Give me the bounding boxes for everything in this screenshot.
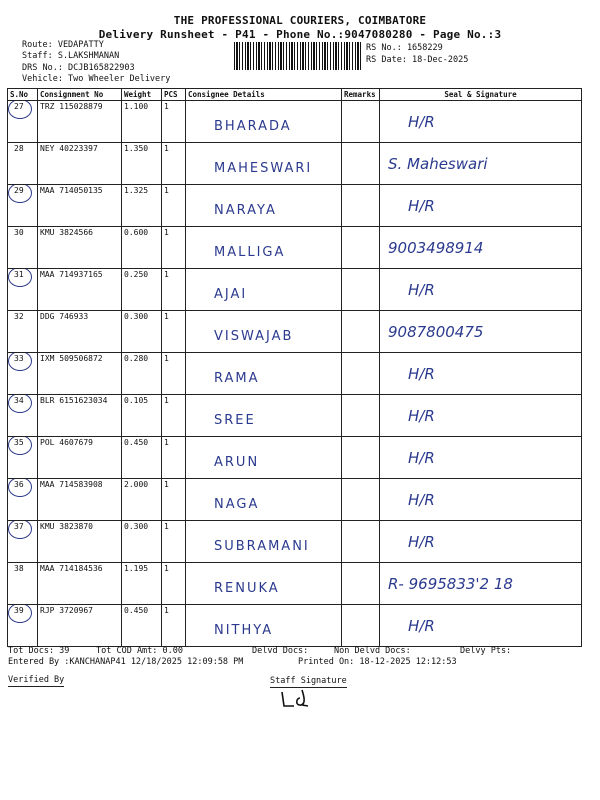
consignment-number: MAA 714937165: [38, 269, 122, 311]
non-delivered-docs: Non Delvd Docs:: [334, 646, 411, 656]
staff-text: Staff: S.LAKSHMANAN: [22, 51, 120, 61]
serial-number: 36: [14, 480, 24, 489]
consignment-number: BLR 6151623034: [38, 395, 122, 437]
pcs-value: 1: [162, 437, 186, 479]
sno-cell: [8, 563, 38, 605]
consignment-number: KMU 3823870: [38, 521, 122, 563]
drs-number: DRS No.: DCJB165822903: [22, 63, 135, 73]
serial-number: 38: [14, 564, 24, 573]
staff-signature-scribble: [278, 688, 328, 710]
consignment-number: TRZ 115028879: [38, 101, 122, 143]
vehicle-text: Vehicle: Two Wheeler Delivery: [22, 74, 171, 84]
consignee-name-handwritten: NARAYA: [214, 203, 277, 218]
serial-number: 35: [14, 438, 24, 447]
remarks-cell: [342, 311, 380, 353]
col-header-remarks: Remarks: [342, 89, 380, 101]
weight-value: 0.600: [122, 227, 162, 269]
col-header-signature: Seal & Signature: [380, 89, 582, 101]
delivery-points: Delvy Pts:: [460, 646, 512, 656]
weight-value: 0.280: [122, 353, 162, 395]
consignment-number: RJP 3720967: [38, 605, 122, 647]
printed-on: Printed On: 18-12-2025 12:12:53: [298, 657, 457, 667]
pcs-value: 1: [162, 101, 186, 143]
signature-cell: [380, 101, 582, 143]
consignee-details-cell: [186, 227, 342, 269]
serial-number: 33: [14, 354, 24, 363]
consignment-number: MAA 714050135: [38, 185, 122, 227]
signature-handwritten: H/R: [408, 407, 435, 425]
signature-handwritten: H/R: [408, 617, 435, 635]
weight-value: 1.325: [122, 185, 162, 227]
pcs-value: 1: [162, 227, 186, 269]
weight-value: 0.450: [122, 437, 162, 479]
signature-handwritten: 9003498914: [388, 239, 484, 257]
weight-value: 0.300: [122, 521, 162, 563]
pcs-value: 1: [162, 521, 186, 563]
consignee-name-handwritten: AJAI: [214, 287, 248, 302]
signature-handwritten: S. Maheswari: [388, 155, 488, 173]
table-row: [8, 101, 582, 143]
pcs-value: 1: [162, 269, 186, 311]
consignee-details-cell: [186, 269, 342, 311]
sno-cell: [8, 227, 38, 269]
table-row: [8, 479, 582, 521]
signature-handwritten: R- 9695833'2 18: [388, 575, 513, 593]
barcode-image: [234, 42, 362, 70]
remarks-cell: [342, 101, 380, 143]
pcs-value: 1: [162, 563, 186, 605]
rs-date: RS Date: 18-Dec-2025: [366, 55, 469, 65]
serial-number: 32: [14, 312, 24, 321]
signature-cell: [380, 185, 582, 227]
delivered-docs: Delvd Docs:: [252, 646, 309, 656]
table-row: [8, 521, 582, 563]
sno-cell: [8, 437, 38, 479]
signature-handwritten: H/R: [408, 113, 435, 131]
consignee-details-cell: [186, 143, 342, 185]
table-row: [8, 311, 582, 353]
consignee-details-cell: [186, 521, 342, 563]
remarks-cell: [342, 353, 380, 395]
consignment-number: IXM 509506872: [38, 353, 122, 395]
consignee-details-cell: [186, 353, 342, 395]
serial-number: 34: [14, 396, 24, 405]
sno-cell: [8, 395, 38, 437]
remarks-cell: [342, 479, 380, 521]
consignment-number: POL 4607679: [38, 437, 122, 479]
consignee-name-handwritten: MAHESWARI: [214, 161, 313, 176]
signature-handwritten: H/R: [408, 365, 435, 383]
remarks-cell: [342, 437, 380, 479]
weight-value: 1.350: [122, 143, 162, 185]
consignee-name-handwritten: RAMA: [214, 371, 260, 386]
consignee-name-handwritten: BHARADA: [214, 119, 292, 134]
rs-number: RS No.: 1658229: [366, 43, 443, 53]
consignment-number: MAA 714184536: [38, 563, 122, 605]
weight-value: 1.100: [122, 101, 162, 143]
tot-cod-amount: Tot COD Amt: 0.00: [96, 646, 183, 656]
route-text: Route: VEDAPATTY: [22, 40, 104, 50]
signature-cell: [380, 227, 582, 269]
signature-cell: [380, 143, 582, 185]
consignee-details-cell: [186, 605, 342, 647]
consignment-number: MAA 714583908: [38, 479, 122, 521]
consignee-details-cell: [186, 563, 342, 605]
table-header-row: [8, 89, 582, 101]
consignee-details-cell: [186, 479, 342, 521]
runsheet-table: [7, 88, 582, 647]
remarks-cell: [342, 143, 380, 185]
staff-signature-label: Staff Signature: [270, 676, 347, 686]
pcs-value: 1: [162, 479, 186, 521]
consignment-number: DDG 746933: [38, 311, 122, 353]
table-row: [8, 185, 582, 227]
consignee-name-handwritten: NITHYA: [214, 623, 274, 638]
remarks-cell: [342, 185, 380, 227]
sno-cell: [8, 269, 38, 311]
consignee-name-handwritten: NAGA: [214, 497, 260, 512]
pcs-value: 1: [162, 143, 186, 185]
col-header-consignee: Consignee Details: [186, 89, 342, 101]
sno-cell: [8, 143, 38, 185]
consignee-details-cell: [186, 437, 342, 479]
pcs-value: 1: [162, 185, 186, 227]
sno-cell: [8, 311, 38, 353]
signature-cell: [380, 521, 582, 563]
signature-cell: [380, 311, 582, 353]
consignee-name-handwritten: ARUN: [214, 455, 260, 470]
serial-number: 31: [14, 270, 24, 279]
weight-value: 0.300: [122, 311, 162, 353]
serial-number: 29: [14, 186, 24, 195]
signature-handwritten: 9087800475: [388, 323, 484, 341]
company-title: THE PROFESSIONAL COURIERS, COIMBATORE: [173, 14, 427, 27]
consignee-details-cell: [186, 311, 342, 353]
pcs-value: 1: [162, 395, 186, 437]
consignee-details-cell: [186, 395, 342, 437]
remarks-cell: [342, 521, 380, 563]
consignee-name-handwritten: MALLIGA: [214, 245, 286, 260]
signature-handwritten: H/R: [408, 491, 435, 509]
sno-cell: [8, 521, 38, 563]
serial-number: 30: [14, 228, 24, 237]
consignee-name-handwritten: VISWAJAB: [214, 329, 294, 344]
col-header-pcs: PCS: [162, 89, 186, 101]
sno-cell: [8, 605, 38, 647]
remarks-cell: [342, 605, 380, 647]
table-row: [8, 563, 582, 605]
table-row: [8, 269, 582, 311]
signature-handwritten: H/R: [408, 197, 435, 215]
consignee-name-handwritten: SUBRAMANI: [214, 539, 310, 554]
remarks-cell: [342, 563, 380, 605]
serial-number: 27: [14, 102, 24, 111]
table-row: [8, 353, 582, 395]
signature-cell: [380, 563, 582, 605]
serial-number: 28: [14, 144, 24, 153]
pcs-value: 1: [162, 605, 186, 647]
consignee-name-handwritten: RENUKA: [214, 581, 280, 596]
sno-cell: [8, 479, 38, 521]
weight-value: 2.000: [122, 479, 162, 521]
entered-by: Entered By :KANCHANAP41 12/18/2025 12:09:58 PM: [8, 657, 244, 667]
consignee-name-handwritten: SREE: [214, 413, 256, 428]
table-row: [8, 605, 582, 647]
sno-cell: [8, 353, 38, 395]
signature-cell: [380, 437, 582, 479]
table-row: [8, 395, 582, 437]
signature-handwritten: H/R: [408, 449, 435, 467]
pcs-value: 1: [162, 353, 186, 395]
consignment-number: NEY 40223397: [38, 143, 122, 185]
weight-value: 0.450: [122, 605, 162, 647]
consignee-details-cell: [186, 185, 342, 227]
weight-value: 0.105: [122, 395, 162, 437]
remarks-cell: [342, 395, 380, 437]
serial-number: 39: [14, 606, 24, 615]
runsheet-subtitle: Delivery Runsheet - P41 - Phone No.:9047080280 - Page No.:3: [98, 28, 502, 41]
remarks-cell: [342, 269, 380, 311]
weight-value: 1.195: [122, 563, 162, 605]
weight-value: 0.250: [122, 269, 162, 311]
remarks-cell: [342, 227, 380, 269]
consignment-number: KMU 3824566: [38, 227, 122, 269]
col-header-consignment: Consignment No: [38, 89, 122, 101]
col-header-weight: Weight: [122, 89, 162, 101]
signature-cell: [380, 605, 582, 647]
signature-handwritten: H/R: [408, 281, 435, 299]
verified-by-label: Verified By: [8, 675, 65, 685]
serial-number: 37: [14, 522, 24, 531]
sno-cell: [8, 185, 38, 227]
table-row: [8, 143, 582, 185]
tot-docs: Tot Docs: 39: [8, 646, 70, 656]
col-header-sno: S.No: [8, 89, 38, 101]
signature-cell: [380, 479, 582, 521]
signature-cell: [380, 269, 582, 311]
signature-cell: [380, 353, 582, 395]
sno-cell: [8, 101, 38, 143]
consignee-details-cell: [186, 101, 342, 143]
pcs-value: 1: [162, 311, 186, 353]
signature-handwritten: H/R: [408, 533, 435, 551]
signature-cell: [380, 395, 582, 437]
table-row: [8, 227, 582, 269]
table-row: [8, 437, 582, 479]
